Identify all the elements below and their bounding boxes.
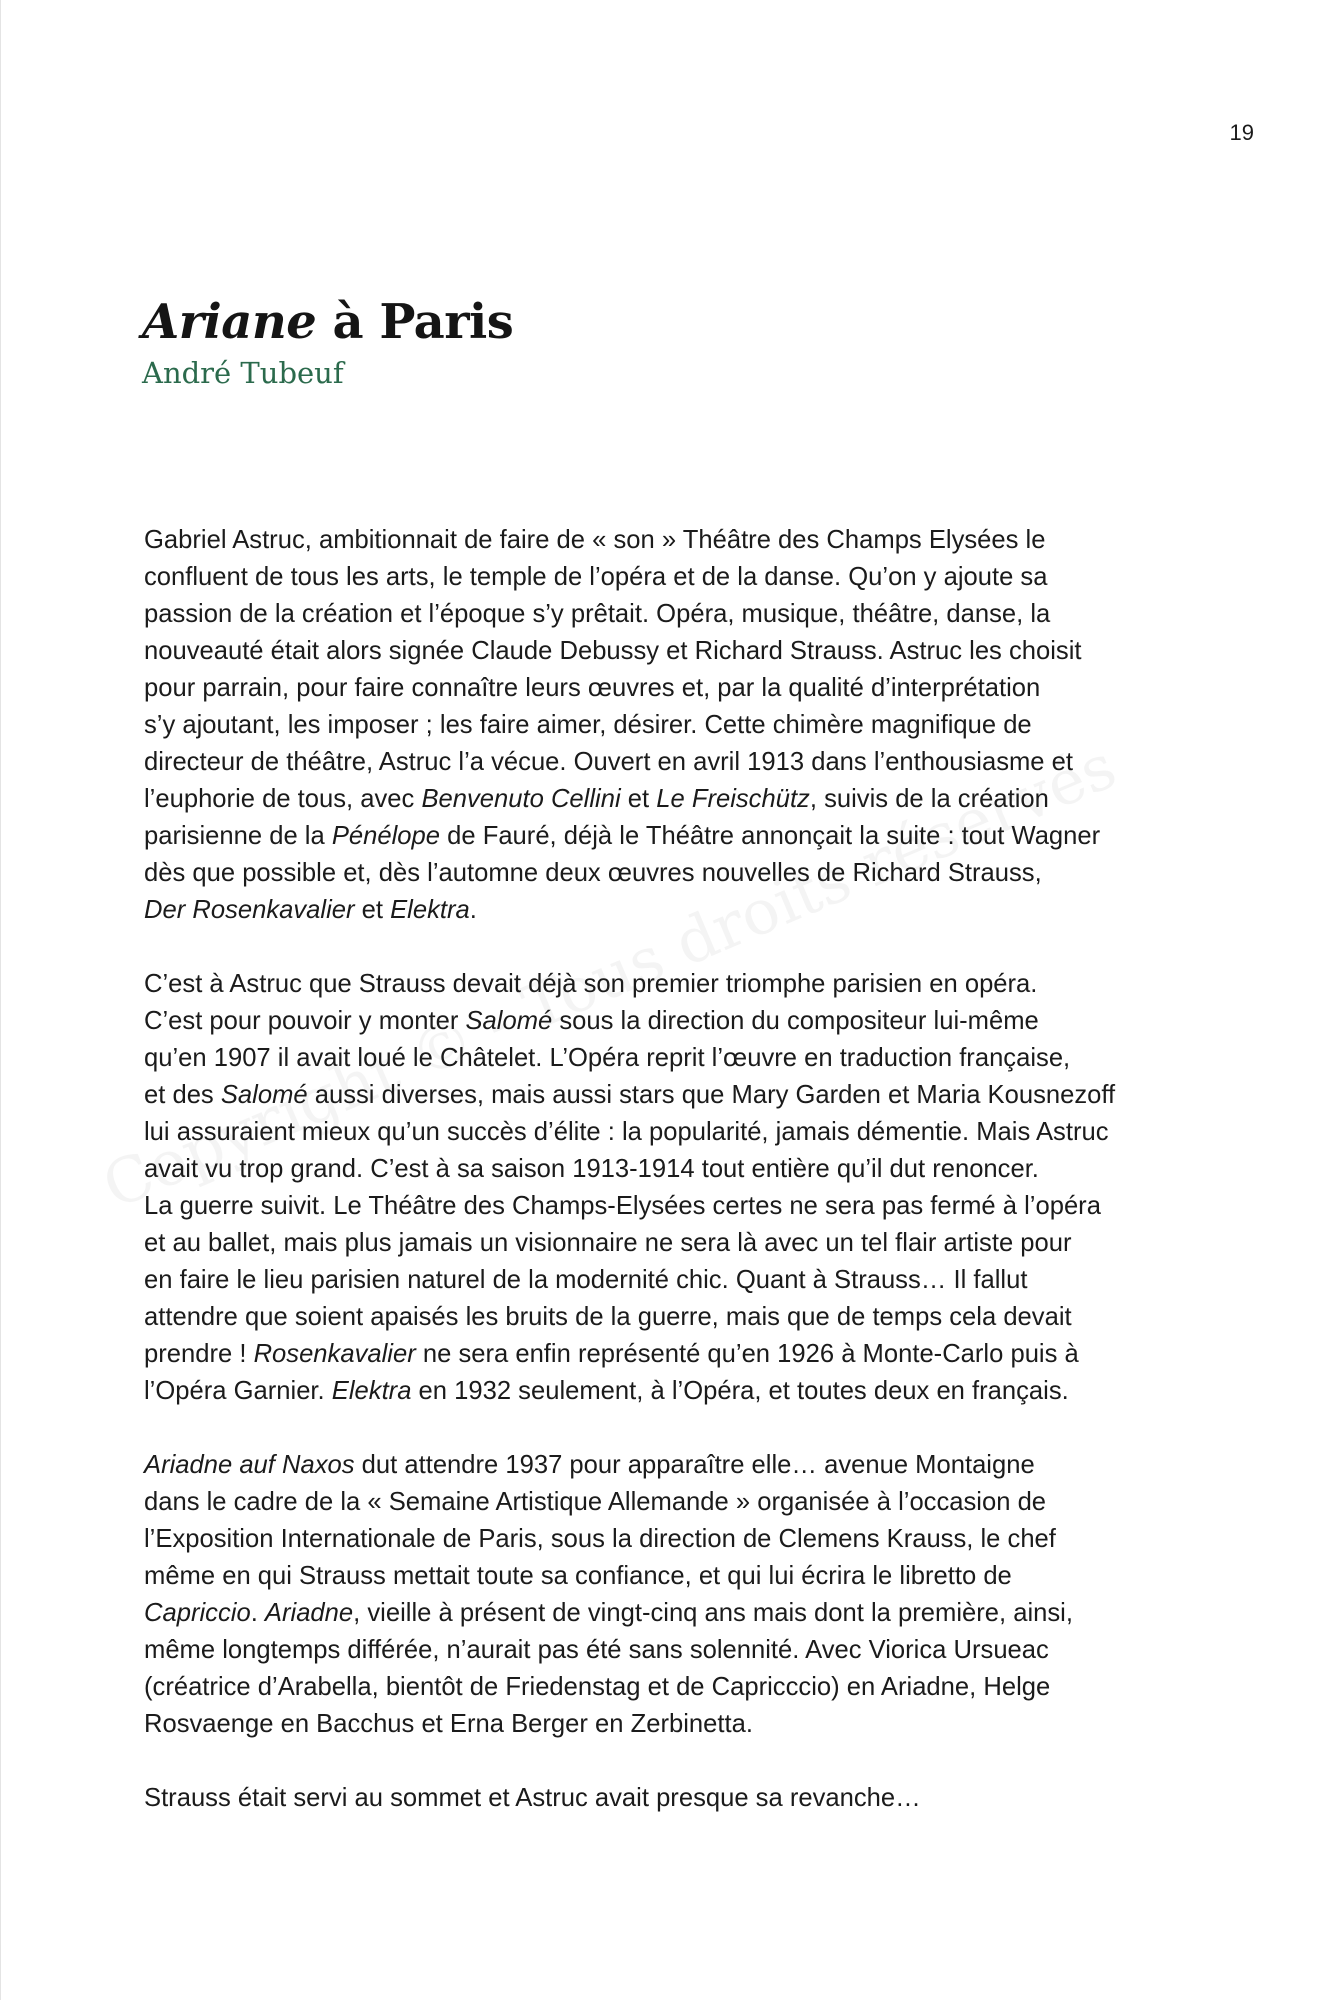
text-line (144, 1151, 1274, 1188)
text-segment: lui assuraient mieux qu’un succès d’élite : la popularité, jamais démentie. Mais Astruc (144, 1118, 1109, 1146)
text-line (144, 1780, 1274, 1817)
text-line (144, 707, 1274, 744)
text-segment: avait vu trop grand. C’est à sa saison 1913-1914 tout entière qu’il dut renoncer. (144, 1155, 1039, 1183)
text-line (144, 892, 1274, 929)
title-rest: à Paris (332, 294, 514, 350)
text-line (144, 670, 1274, 707)
italic-work-title: Benvenuto Cellini (421, 785, 621, 813)
text-line (144, 1558, 1274, 1595)
text-segment: pour parrain, pour faire connaître leurs œuvres et, par la qualité d’interprétation (144, 674, 1041, 702)
text-segment: en faire le lieu parisien naturel de la modernité chic. Quant à Strauss… Il fallut (144, 1266, 1028, 1294)
italic-work-title: Salomé (465, 1007, 553, 1035)
text-line (144, 818, 1274, 855)
text-segment: et au ballet, mais plus jamais un visionnaire ne sera là avec un tel flair artiste pour (144, 1229, 1072, 1257)
text-line (144, 633, 1274, 670)
text-line (144, 1114, 1274, 1151)
text-line (144, 1188, 1274, 1225)
text-line (144, 1077, 1274, 1114)
paragraph (144, 966, 1274, 1410)
text-segment: confluent de tous les arts, le temple de l’opéra et de la danse. Qu’on y ajoute sa (144, 563, 1048, 591)
text-segment: La guerre suivit. Le Théâtre des Champs-Elysées certes ne sera pas fermé à l’opéra (144, 1192, 1101, 1220)
text-line (144, 522, 1274, 559)
text-segment: C’est pour pouvoir y monter (144, 1007, 466, 1035)
text-line (144, 1040, 1274, 1077)
text-segment: ne sera enfin représenté qu’en 1926 à Monte-Carlo puis à (415, 1340, 1079, 1368)
text-line (144, 1521, 1274, 1558)
text-segment: Rosvaenge en Bacchus et Erna Berger en Zerbinetta. (144, 1710, 753, 1738)
paragraph (144, 1780, 1274, 1817)
text-line (144, 596, 1274, 633)
text-line (144, 1595, 1274, 1632)
text-line (144, 781, 1274, 818)
text-segment: l’Opéra Garnier. (144, 1377, 332, 1405)
text-line (144, 966, 1274, 1003)
italic-work-title: Salomé (220, 1081, 308, 1109)
text-segment: . (469, 896, 477, 924)
italic-work-title: Ariadne auf Naxos (144, 1451, 355, 1479)
text-segment: l’euphorie de tous, avec (144, 785, 422, 813)
italic-work-title: Le Freischütz (656, 785, 810, 813)
paragraph (144, 522, 1274, 929)
text-segment: C’est à Astruc que Strauss devait déjà son premier triomphe parisien en opéra. (144, 970, 1038, 998)
text-line (144, 1336, 1274, 1373)
text-segment: en 1932 seulement, à l’Opéra, et toutes deux en français. (411, 1377, 1069, 1405)
text-line (144, 1003, 1274, 1040)
text-segment: attendre que soient apaisés les bruits de la guerre, mais que de temps cela devait (144, 1303, 1072, 1331)
text-segment: s’y ajoutant, les imposer ; les faire aimer, désirer. Cette chimère magnifique de (144, 711, 1032, 739)
page-number: 19 (1229, 120, 1254, 145)
text-segment: (créatrice d’Arabella, bientôt de Friedenstag et de Capricccio) en Ariadne, Helge (144, 1673, 1051, 1701)
text-segment: Gabriel Astruc, ambitionnait de faire de « son » Théâtre des Champs Elysées le (144, 526, 1046, 554)
text-segment: , vieille à présent de vingt-cinq ans mais dont la première, ainsi, (353, 1599, 1073, 1627)
text-segment: l’Exposition Internationale de Paris, sous la direction de Clemens Krauss, le chef (144, 1525, 1056, 1553)
italic-work-title: Elektra (390, 896, 470, 924)
text-segment: nouveauté était alors signée Claude Debussy et Richard Strauss. Astruc les choisit (144, 637, 1082, 665)
text-segment: dut attendre 1937 pour apparaître elle… avenue Montaigne (354, 1451, 1035, 1479)
text-segment: , suivis de la création (809, 785, 1049, 813)
text-segment: et (620, 785, 657, 813)
text-line (144, 1373, 1274, 1410)
author-name: André Tubeuf (142, 356, 344, 390)
text-segment: . (250, 1599, 265, 1627)
text-line (144, 1299, 1274, 1336)
text-segment: de Fauré, déjà le Théâtre annonçait la suite : tout Wagner (440, 822, 1101, 850)
text-line (144, 1669, 1274, 1706)
text-line (144, 744, 1274, 781)
text-segment: et des (144, 1081, 221, 1109)
text-segment: même en qui Strauss mettait toute sa confiance, et qui lui écrira le libretto de (144, 1562, 1012, 1590)
title-italic-part: Ariane (142, 294, 317, 350)
text-line (144, 1706, 1274, 1743)
text-line (144, 1225, 1274, 1262)
text-line (144, 1262, 1274, 1299)
italic-work-title: Rosenkavalier (253, 1340, 416, 1368)
text-segment: Strauss était servi au sommet et Astruc avait presque sa revanche… (144, 1784, 921, 1812)
text-segment: dès que possible et, dès l’automne deux œuvres nouvelles de Richard Strauss, (144, 859, 1042, 887)
text-segment: aussi diverses, mais aussi stars que Mary Garden et Maria Kousnezoff (307, 1081, 1116, 1109)
article-title (142, 292, 513, 352)
text-segment: dans le cadre de la « Semaine Artistique Allemande » organisée à l’occasion de (144, 1488, 1047, 1516)
text-segment: passion de la création et l’époque s’y prêtait. Opéra, musique, théâtre, danse, la (144, 600, 1051, 628)
text-segment: qu’en 1907 il avait loué le Châtelet. L’Opéra reprit l’œuvre en traduction française, (144, 1044, 1071, 1072)
text-line (144, 559, 1274, 596)
paragraph (144, 1447, 1274, 1743)
text-line (144, 1447, 1274, 1484)
italic-work-title: Der Rosenkavalier (144, 896, 355, 924)
text-segment: même longtemps différée, n’aurait pas été sans solennité. Avec Viorica Ursueac (144, 1636, 1049, 1664)
text-segment: prendre ! (144, 1340, 254, 1368)
text-segment: directeur de théâtre, Astruc l’a vécue. Ouvert en avril 1913 dans l’enthousiasme et (144, 748, 1073, 776)
italic-work-title: Ariadne (264, 1599, 354, 1627)
italic-work-title: Capriccio (144, 1599, 251, 1627)
text-segment: et (354, 896, 391, 924)
text-line (144, 1632, 1274, 1669)
italic-work-title: Pénélope (331, 822, 440, 850)
italic-work-title: Elektra (331, 1377, 412, 1405)
text-segment: sous la direction du compositeur lui-même (552, 1007, 1039, 1035)
text-line (144, 1484, 1274, 1521)
text-line (144, 855, 1274, 892)
text-segment: parisienne de la (144, 822, 332, 850)
article-body (144, 522, 1274, 1854)
